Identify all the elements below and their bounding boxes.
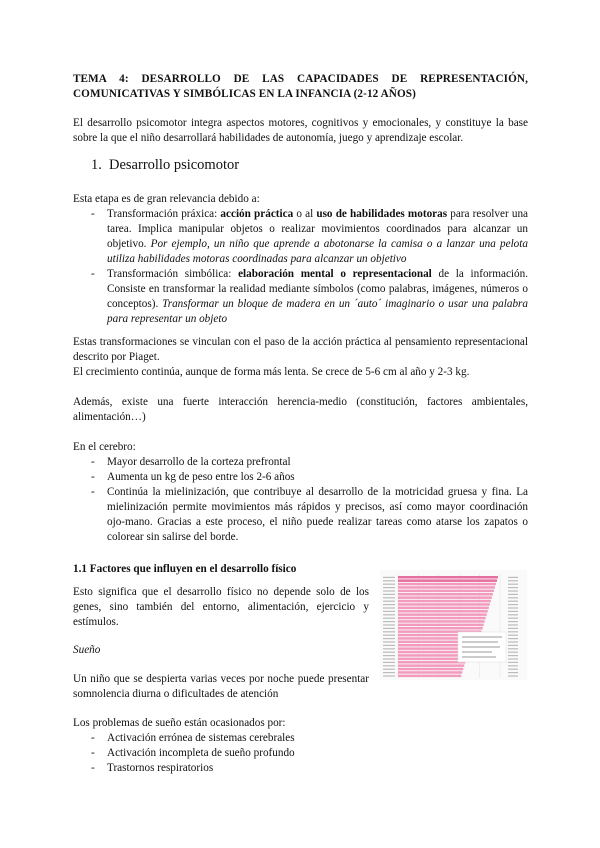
- list-item: [73, 267, 528, 327]
- chart-bar: [398, 613, 487, 616]
- growth-sentence: El crecimiento continúa, aunque de forma más lenta. Se crece de 5-6 cm al año y 2-3 kg.: [73, 366, 470, 378]
- chart-category-label: [383, 607, 395, 608]
- chart-value-label: [508, 584, 518, 585]
- chart-category-label: [383, 618, 395, 619]
- bullet2-bold: elaboración mental o representacional: [238, 268, 432, 280]
- brain-list: [73, 455, 528, 545]
- chart-value-label: [508, 658, 518, 659]
- bullet1-rest: para resolver una tarea. Implica manipular objetos o realizar movimientos coordinados para alcanzar un objetivo.: [107, 208, 529, 250]
- chart-value-label: [508, 662, 518, 663]
- chart-bar: [398, 661, 465, 664]
- intro-paragraph: El desarrollo psicomotor integra aspectos motores, cognitivos y emocionales, y constituye la base sobre la que el niño desarrollará habilidades de autonomía, juego y aprendizaje escolar.: [73, 117, 528, 144]
- chart-value-label: [508, 631, 518, 632]
- chart-bar: [398, 576, 498, 579]
- bullet1-bold-practica: acción práctica: [220, 208, 294, 220]
- bullet1-mid: o al: [293, 208, 317, 220]
- chart-value-label: [508, 635, 518, 636]
- transformation-list: [73, 207, 528, 327]
- chart-bar: [398, 671, 462, 674]
- chart-category-label: [383, 675, 395, 676]
- physical-factors-paragraph: Esto significa que el desarrollo físico no depende solo de los genes, sino también del entorno, alimentación, ejercicio y estímulos.: [73, 586, 369, 628]
- section-1-1-heading: 1.1 Factores que influyen en el desarrollo físico: [73, 563, 297, 575]
- chart-value-label: [508, 624, 518, 625]
- chart-bar: [398, 603, 490, 606]
- chart-category-label: [383, 587, 395, 588]
- chart-value-label: [508, 665, 518, 666]
- chart-value-label: [508, 652, 518, 653]
- chart-category-label: [383, 638, 395, 639]
- chart-category-label: [383, 590, 395, 591]
- chart-legend-line: [462, 646, 500, 648]
- chart-category-label: [383, 584, 395, 585]
- chart-category-label: [383, 669, 395, 670]
- chart-legend-line: [462, 651, 492, 653]
- chart-category-label: [383, 655, 395, 656]
- chart-category-label: [383, 601, 395, 602]
- chart-category-label: [383, 658, 395, 659]
- relevance-paragraph: Esta etapa es de gran relevancia debido a:: [73, 193, 260, 205]
- list-item: - Continúa la mielinización, que contribuye al desarrollo de la motricidad gruesa y fina. La mielinización permite movimientos más rápidos y precisos, así como mayor coordinación ojo-mano. Gracias a este proceso, el niño puede realizar tareas como atarse los zapatos o colorear sin salirse del borde.: [73, 485, 528, 545]
- chart-bar: [398, 586, 495, 589]
- chart-value-label: [508, 645, 518, 646]
- chart-category-label: [383, 597, 395, 598]
- chart-category-label: [383, 648, 395, 649]
- section-1-title: Desarrollo psicomotor: [109, 157, 240, 173]
- piaget-sentence: Estas transformaciones se vinculan con el paso de la acción práctica al pensamiento representacional descrito por Piaget.: [73, 336, 528, 363]
- chart-value-label: [508, 618, 518, 619]
- chart-value-label: [508, 611, 518, 612]
- chart-category-label: [383, 665, 395, 666]
- chart-bar: [398, 600, 491, 603]
- bullet1-bold-motoras: uso de habilidades motoras: [316, 208, 448, 220]
- sleep-causes-list: [73, 731, 528, 776]
- chart-category-label: [383, 580, 395, 581]
- chart-value-label: [508, 594, 518, 595]
- chart-category-label: [383, 594, 395, 595]
- chart-category-label: [383, 635, 395, 636]
- section-1-number: 1.: [91, 157, 102, 173]
- chart-category-label: [383, 624, 395, 625]
- chart-bar: [398, 607, 489, 610]
- chart-value-label: [508, 669, 518, 670]
- embedded-bar-chart: [380, 570, 527, 680]
- bullet2-lead: Transformación simbólica:: [107, 268, 239, 280]
- chart-category-label: [383, 631, 395, 632]
- chart-value-label: [508, 604, 518, 605]
- chart-bar: [398, 610, 488, 613]
- brain-intro: En el cerebro:: [73, 441, 136, 453]
- chart-value-label: [508, 587, 518, 588]
- chart-bar: [398, 579, 497, 582]
- chart-bar: [398, 593, 493, 596]
- chart-category-label: [383, 621, 395, 622]
- chart-bar: [398, 590, 494, 593]
- chart-bar: [398, 583, 496, 586]
- chart-value-label: [508, 577, 518, 578]
- chart-bar: [398, 617, 486, 620]
- chart-category-label: [383, 614, 395, 615]
- bullet2-example: Transformar un bloque de madera en un ´auto´ imaginario o usar una palabra para representar un objeto: [107, 298, 528, 325]
- chart-value-label: [508, 601, 518, 602]
- chart-category-label: [383, 662, 395, 663]
- chart-value-label: [508, 655, 518, 656]
- chart-value-label: [508, 614, 518, 615]
- chart-category-label: [383, 645, 395, 646]
- list-item: - Aumenta un kg de peso entre los 2-6 años: [73, 470, 528, 485]
- chart-category-label: [383, 577, 395, 578]
- chart-bar: [398, 624, 484, 627]
- chart-value-label: [508, 590, 518, 591]
- list-item: - Mayor desarrollo de la corteza prefrontal: [73, 455, 528, 470]
- chart-category-label: [383, 672, 395, 673]
- list-item: - Trastornos respiratorios: [73, 761, 528, 776]
- chart-value-label: [508, 621, 518, 622]
- list-item: - Activación errónea de sistemas cerebrales: [73, 731, 528, 746]
- chart-bar: [398, 658, 466, 661]
- chart-value-label: [508, 672, 518, 673]
- sleep-heading: Sueño: [73, 644, 101, 656]
- chart-bar: [398, 668, 463, 671]
- chart-category-label: [383, 604, 395, 605]
- chart-value-label: [508, 638, 518, 639]
- bullet1-lead: Transformación práxica:: [107, 208, 221, 220]
- section-1-heading: [91, 158, 546, 173]
- chart-legend-line: [462, 656, 496, 658]
- piaget-paragraph: [73, 335, 528, 380]
- bullet1-example: Por ejemplo, un niño que aprende a abotonarse la camisa o a lanzar una pelota utiliza habilidades motoras coordinadas para alcanzar un objetivo: [107, 238, 528, 265]
- chart-value-label: [508, 607, 518, 608]
- sleep-problems-intro: Los problemas de sueño están ocasionados por:: [73, 717, 286, 729]
- sleep-paragraph: Un niño que se despierta varias veces por noche puede presentar somnolencia diurna o dificultades de atención: [73, 673, 369, 700]
- chart-legend-line: [462, 636, 502, 638]
- heredity-paragraph: Además, existe una fuerte interacción herencia-medio (constitución, factores ambientales, alimentación…): [73, 396, 528, 423]
- chart-category-label: [383, 652, 395, 653]
- chart-category-label: [383, 641, 395, 642]
- chart-bar: [398, 596, 492, 599]
- chart-legend-line: [462, 641, 498, 643]
- chart-bar: [398, 620, 485, 623]
- chart-value-label: [508, 648, 518, 649]
- chart-value-label: [508, 628, 518, 629]
- chart-bar: [398, 627, 483, 630]
- document-title: TEMA 4: DESARROLLO DE LAS CAPACIDADES DE REPRESENTACIÓN, COMUNICATIVAS Y SIMBÓLICAS EN LA INFANCIA (2-12 AÑOS): [73, 73, 528, 100]
- list-item: - Activación incompleta de sueño profundo: [73, 746, 528, 761]
- chart-value-label: [508, 580, 518, 581]
- chart-category-label: [383, 628, 395, 629]
- chart-bar: [398, 654, 467, 657]
- chart-value-label: [508, 597, 518, 598]
- chart-value-label: [508, 675, 518, 676]
- chart-bar: [398, 675, 461, 678]
- list-item: [73, 207, 528, 267]
- bullet2-rest: de la información. Consiste en transformar la realidad mediante símbolos (como palabras, imágenes, números o conceptos).: [107, 268, 528, 310]
- chart-value-label: [508, 641, 518, 642]
- chart-bar: [398, 664, 464, 667]
- chart-category-label: [383, 611, 395, 612]
